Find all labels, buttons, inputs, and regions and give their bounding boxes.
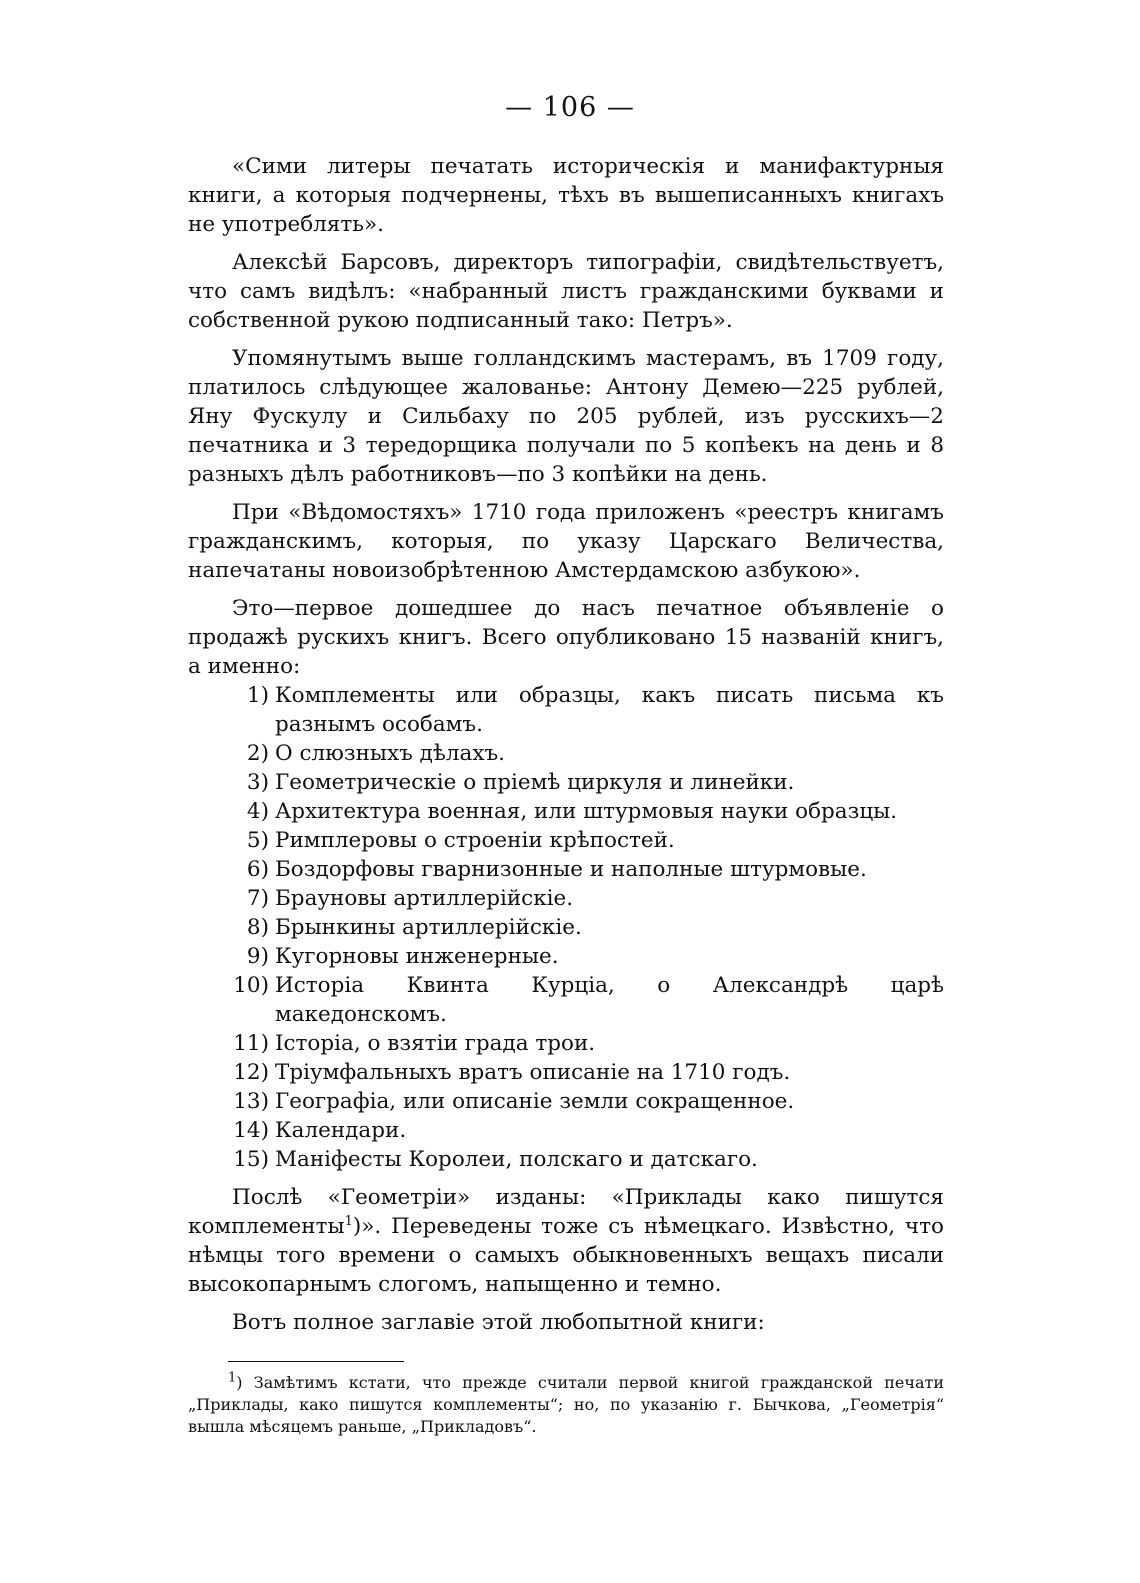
list-item [188,884,944,913]
list-number: 12) [233,1060,269,1085]
list-title: Исторіа Квинта Курціа, о Александрѣ царѣ македонскомъ. [275,973,944,1027]
list-title: Календари. [275,1118,407,1143]
footnote-divider [228,1361,404,1362]
list-title: Архитектура военная, или штурмовыя науки образцы. [275,799,898,824]
paragraph: Упомянутымъ выше голландскимъ мастерамъ, въ 1709 году, платилось слѣдующее жалованье: Антону Демею—225 рублей, Яну Фускулу и Сильбаху по 205 рублей, изъ русскихъ—2 печатника и 3 тередорщика получали по 5 копѣекъ на день и 8 разныхъ дѣлъ работниковъ—по 3 копѣйки на день. [188,346,944,487]
list-title: Римплеровы о строеніи крѣпостей. [275,828,675,853]
list-title: Географіа, или описаніе земли сокращенное. [275,1089,795,1114]
list-number: 5) [246,828,269,853]
list-number: 7) [246,886,269,911]
list-title: Геометрическіе о пріемѣ циркуля и линейки. [275,770,795,795]
list-number: 8) [246,915,269,940]
list-number: 13) [233,1089,269,1114]
list-item [188,971,944,1029]
list-title: Боздорфовы гварнизонные и наполные штурмовые. [275,857,867,882]
list-title: Кугорновы инженерные. [275,944,559,969]
paragraph: Это—первое дошедшее до насъ печатное объявленіе о продажѣ рускихъ книгъ. Всего опубликовано 15 названій книгъ, а именно: [188,596,944,679]
list-title: Комплементы или образцы, какъ писать письма къ разнымъ особамъ. [275,683,944,737]
footnote-ref: 1 [344,1213,353,1229]
paragraph: «Сими литеры печатать историческія и манифактурныя книги, а которыя подчернены, тѣхъ въ вышеписанныхъ книгахъ не употреблять». [188,154,944,237]
list-item [188,826,944,855]
paragraph-text: Послѣ «Геометріи» изданы: «Приклады како пишутся комплементы [188,1185,944,1239]
list-title: Істоpіа, о взятіи града трои. [275,1031,596,1056]
list-number: 11) [233,1031,269,1056]
footnote-mark: 1 [228,1370,237,1386]
list-item [188,1029,944,1058]
list-item [188,942,944,971]
list-item [188,1116,944,1145]
list-item [188,1145,944,1174]
list-number: 15) [233,1147,269,1172]
paragraph: При «Вѣдомостяхъ» 1710 года приложенъ «реестръ книгамъ гражданскимъ, которыя, по указу Царскаго Величества, напечатаны новоизобрѣтенною Амстердамскою азбукою». [188,500,944,583]
list-item [188,1087,944,1116]
book-list [188,681,944,1174]
list-title: Тріумфальныхъ вратъ описаніе на 1710 годъ. [275,1060,791,1085]
paragraph-text: )». Переведены тоже съ нѣмецкаго. Извѣстно, что нѣмцы того времени о самыхъ обыкновенныхъ вещахъ писали высокопарнымъ слогомъ, напыщенно и темно. [188,1214,944,1297]
list-number: 3) [246,770,269,795]
list-item [188,681,944,739]
list-number: 9) [246,944,269,969]
list-number: 14) [233,1118,269,1143]
paragraph: Алексѣй Барсовъ, директоръ типографіи, свидѣтельствуетъ, что самъ видѣлъ: «набранный листъ гражданскими буквами и собственной рукою подписанный тако: Петръ». [188,250,944,333]
paragraph [188,1183,944,1299]
list-item [188,768,944,797]
list-item [188,913,944,942]
list-title: О слюзныхъ дѣлахъ. [275,741,506,766]
list-number: 6) [246,857,269,882]
list-number: 4) [246,799,269,824]
paragraph: Вотъ полное заглавіе этой любопытной книги: [232,1310,765,1335]
list-title: Брауновы артиллерійскіе. [275,886,574,911]
list-item [188,855,944,884]
list-number: 2) [246,741,269,766]
list-number: 1) [246,683,269,708]
list-item [188,797,944,826]
list-title: Маніфесты Королеи, полскаго и датскаго. [275,1147,758,1172]
list-title: Брынкины артиллерійскіе. [275,915,582,940]
page-body [188,152,944,1438]
list-item [188,1058,944,1087]
list-item [188,739,944,768]
list-number: 10) [233,973,269,998]
footnote [188,1372,944,1438]
footnote-text: ) Замѣтимъ кстати, что прежде считали первой книгой гражданской печати „Приклады, како пишутся комплементы“; но, по указанію г. Бычкова, „Геометрія“ вышла мѣсяцемъ раньше, „Прикладовъ“. [188,1373,944,1436]
page-number: — 106 — [505,92,635,123]
